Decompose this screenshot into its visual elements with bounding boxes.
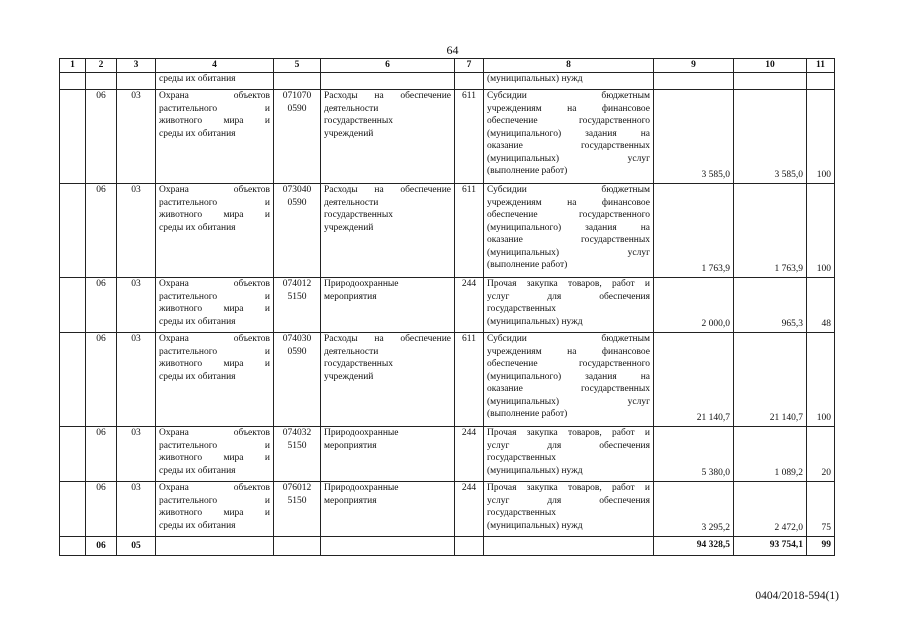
cell-expense-type: Прочая закупка товаров, работ и услуг для обеспечения государственных (муниципальных) нужд xyxy=(484,482,654,537)
col-header: 11 xyxy=(807,59,835,73)
cell-section: 06 xyxy=(86,427,117,482)
document-number: 0404/2018-594(1) xyxy=(755,590,839,602)
cell-index xyxy=(60,90,86,184)
cell-subsection: 03 xyxy=(117,184,156,278)
cell-section: 06 xyxy=(86,184,117,278)
cell-percent: 75 xyxy=(807,482,835,537)
cell-purpose-name: Природоохранные мероприятия xyxy=(321,278,455,333)
table-row xyxy=(60,278,835,333)
budget-table xyxy=(59,58,835,556)
cell-purpose-name: Расходы на обеспечение деятельности государственных учреждений xyxy=(321,184,455,278)
cell-expense-code: 244 xyxy=(455,278,484,333)
cell-planned-amount: 1 763,9 xyxy=(654,184,734,278)
col-header: 8 xyxy=(484,59,654,73)
cell-expense-code xyxy=(455,537,484,556)
cell-planned-amount: 2 000,0 xyxy=(654,278,734,333)
cell-target-code: 074030 0590 xyxy=(274,333,321,427)
table-row xyxy=(60,333,835,427)
table-row xyxy=(60,427,835,482)
col-header: 9 xyxy=(654,59,734,73)
cell-actual-amount: 1 089,2 xyxy=(734,427,807,482)
cell-planned-amount: 94 328,5 xyxy=(654,537,734,556)
cell-purpose: Охрана объектов растительного и животного мира и среды их обитания xyxy=(156,482,274,537)
col-header: 10 xyxy=(734,59,807,73)
cell-section: 06 xyxy=(86,482,117,537)
cell-expense-code: 611 xyxy=(455,90,484,184)
cell-section: 06 xyxy=(86,537,117,556)
cell-purpose: Охрана объектов растительного и животного мира и среды их обитания xyxy=(156,333,274,427)
cell-section: 06 xyxy=(86,333,117,427)
cell-section: 06 xyxy=(86,90,117,184)
cell-actual-amount: 21 140,7 xyxy=(734,333,807,427)
cell-index xyxy=(60,482,86,537)
cell-planned-amount: 21 140,7 xyxy=(654,333,734,427)
cell-subsection: 03 xyxy=(117,333,156,427)
cell-target-code: 074012 5150 xyxy=(274,278,321,333)
cell-actual-amount: 93 754,1 xyxy=(734,537,807,556)
cell-section: 06 xyxy=(86,278,117,333)
cell-index xyxy=(60,278,86,333)
cell-percent: 99 xyxy=(807,537,835,556)
cell-index xyxy=(60,184,86,278)
cell-index xyxy=(60,537,86,556)
cell-purpose: Охрана объектов растительного и животного мира и среды их обитания xyxy=(156,184,274,278)
cell-expense-type xyxy=(484,537,654,556)
cell-percent: 100 xyxy=(807,333,835,427)
col-header: 1 xyxy=(60,59,86,73)
cell-subsection: 03 xyxy=(117,482,156,537)
cell-target-code: 074032 5150 xyxy=(274,427,321,482)
table-row xyxy=(60,184,835,278)
table-row xyxy=(60,482,835,537)
total-row xyxy=(60,537,835,556)
cell-expense-code: 244 xyxy=(455,427,484,482)
cell-expense-code: 611 xyxy=(455,184,484,278)
cell-target-code: 073040 0590 xyxy=(274,184,321,278)
page-number: 64 xyxy=(446,43,459,57)
col-header: 5 xyxy=(274,59,321,73)
cell-purpose-name xyxy=(321,537,455,556)
cell-subsection: 05 xyxy=(117,537,156,556)
cell-purpose xyxy=(156,537,274,556)
cell-purpose: Охрана объектов растительного и животного мира и среды их обитания xyxy=(156,427,274,482)
cell-actual-amount: 2 472,0 xyxy=(734,482,807,537)
cell-subsection: 03 xyxy=(117,90,156,184)
cell-actual-amount: 3 585,0 xyxy=(734,90,807,184)
cell-percent: 100 xyxy=(807,90,835,184)
col-header: 3 xyxy=(117,59,156,73)
cell-target-code: 071070 0590 xyxy=(274,90,321,184)
cell-actual-amount: 965,3 xyxy=(734,278,807,333)
cell-actual-amount: 1 763,9 xyxy=(734,184,807,278)
cell-subsection: 03 xyxy=(117,278,156,333)
continuation-row xyxy=(60,73,835,90)
cell-expense-type: Прочая закупка товаров, работ и услуг для обеспечения государственных (муниципальных) нужд xyxy=(484,427,654,482)
cell-planned-amount: 3 295,2 xyxy=(654,482,734,537)
cell-planned-amount: 5 380,0 xyxy=(654,427,734,482)
cell-target-code: 076012 5150 xyxy=(274,482,321,537)
table-row xyxy=(60,90,835,184)
cell-expense-code: 611 xyxy=(455,333,484,427)
cell-target-code xyxy=(274,537,321,556)
cell-percent: 100 xyxy=(807,184,835,278)
cell-expense-type: (муниципальных) нужд xyxy=(484,73,654,90)
budget-table-wrapper xyxy=(59,58,835,556)
cell-expense-type: Субсидии бюджетным учреждениям на финансовое обеспечение государственного (муниципального) задания на оказание государственных (муниципальных) услуг (выполнение работ) xyxy=(484,90,654,184)
cell-planned-amount: 3 585,0 xyxy=(654,90,734,184)
cell-purpose: Охрана объектов растительного и животного мира и среды их обитания xyxy=(156,90,274,184)
cell-purpose-name: Расходы на обеспечение деятельности государственных учреждений xyxy=(321,90,455,184)
cell-expense-code: 244 xyxy=(455,482,484,537)
cell-purpose: среды их обитания xyxy=(156,73,274,90)
cell-percent: 48 xyxy=(807,278,835,333)
col-header: 7 xyxy=(455,59,484,73)
cell-purpose-name: Природоохранные мероприятия xyxy=(321,427,455,482)
col-header: 6 xyxy=(321,59,455,73)
col-header: 2 xyxy=(86,59,117,73)
cell-expense-type: Прочая закупка товаров, работ и услуг для обеспечения государственных (муниципальных) нужд xyxy=(484,278,654,333)
cell-index xyxy=(60,427,86,482)
cell-purpose-name: Расходы на обеспечение деятельности государственных учреждений xyxy=(321,333,455,427)
cell-purpose-name: Природоохранные мероприятия xyxy=(321,482,455,537)
cell-subsection: 03 xyxy=(117,427,156,482)
cell-percent: 20 xyxy=(807,427,835,482)
cell-expense-type: Субсидии бюджетным учреждениям на финансовое обеспечение государственного (муниципального) задания на оказание государственных (муниципальных) услуг (выполнение работ) xyxy=(484,184,654,278)
header-row xyxy=(60,59,835,73)
col-header: 4 xyxy=(156,59,274,73)
cell-expense-type: Субсидии бюджетным учреждениям на финансовое обеспечение государственного (муниципального) задания на оказание государственных (муниципальных) услуг (выполнение работ) xyxy=(484,333,654,427)
cell-index xyxy=(60,333,86,427)
cell-purpose: Охрана объектов растительного и животного мира и среды их обитания xyxy=(156,278,274,333)
